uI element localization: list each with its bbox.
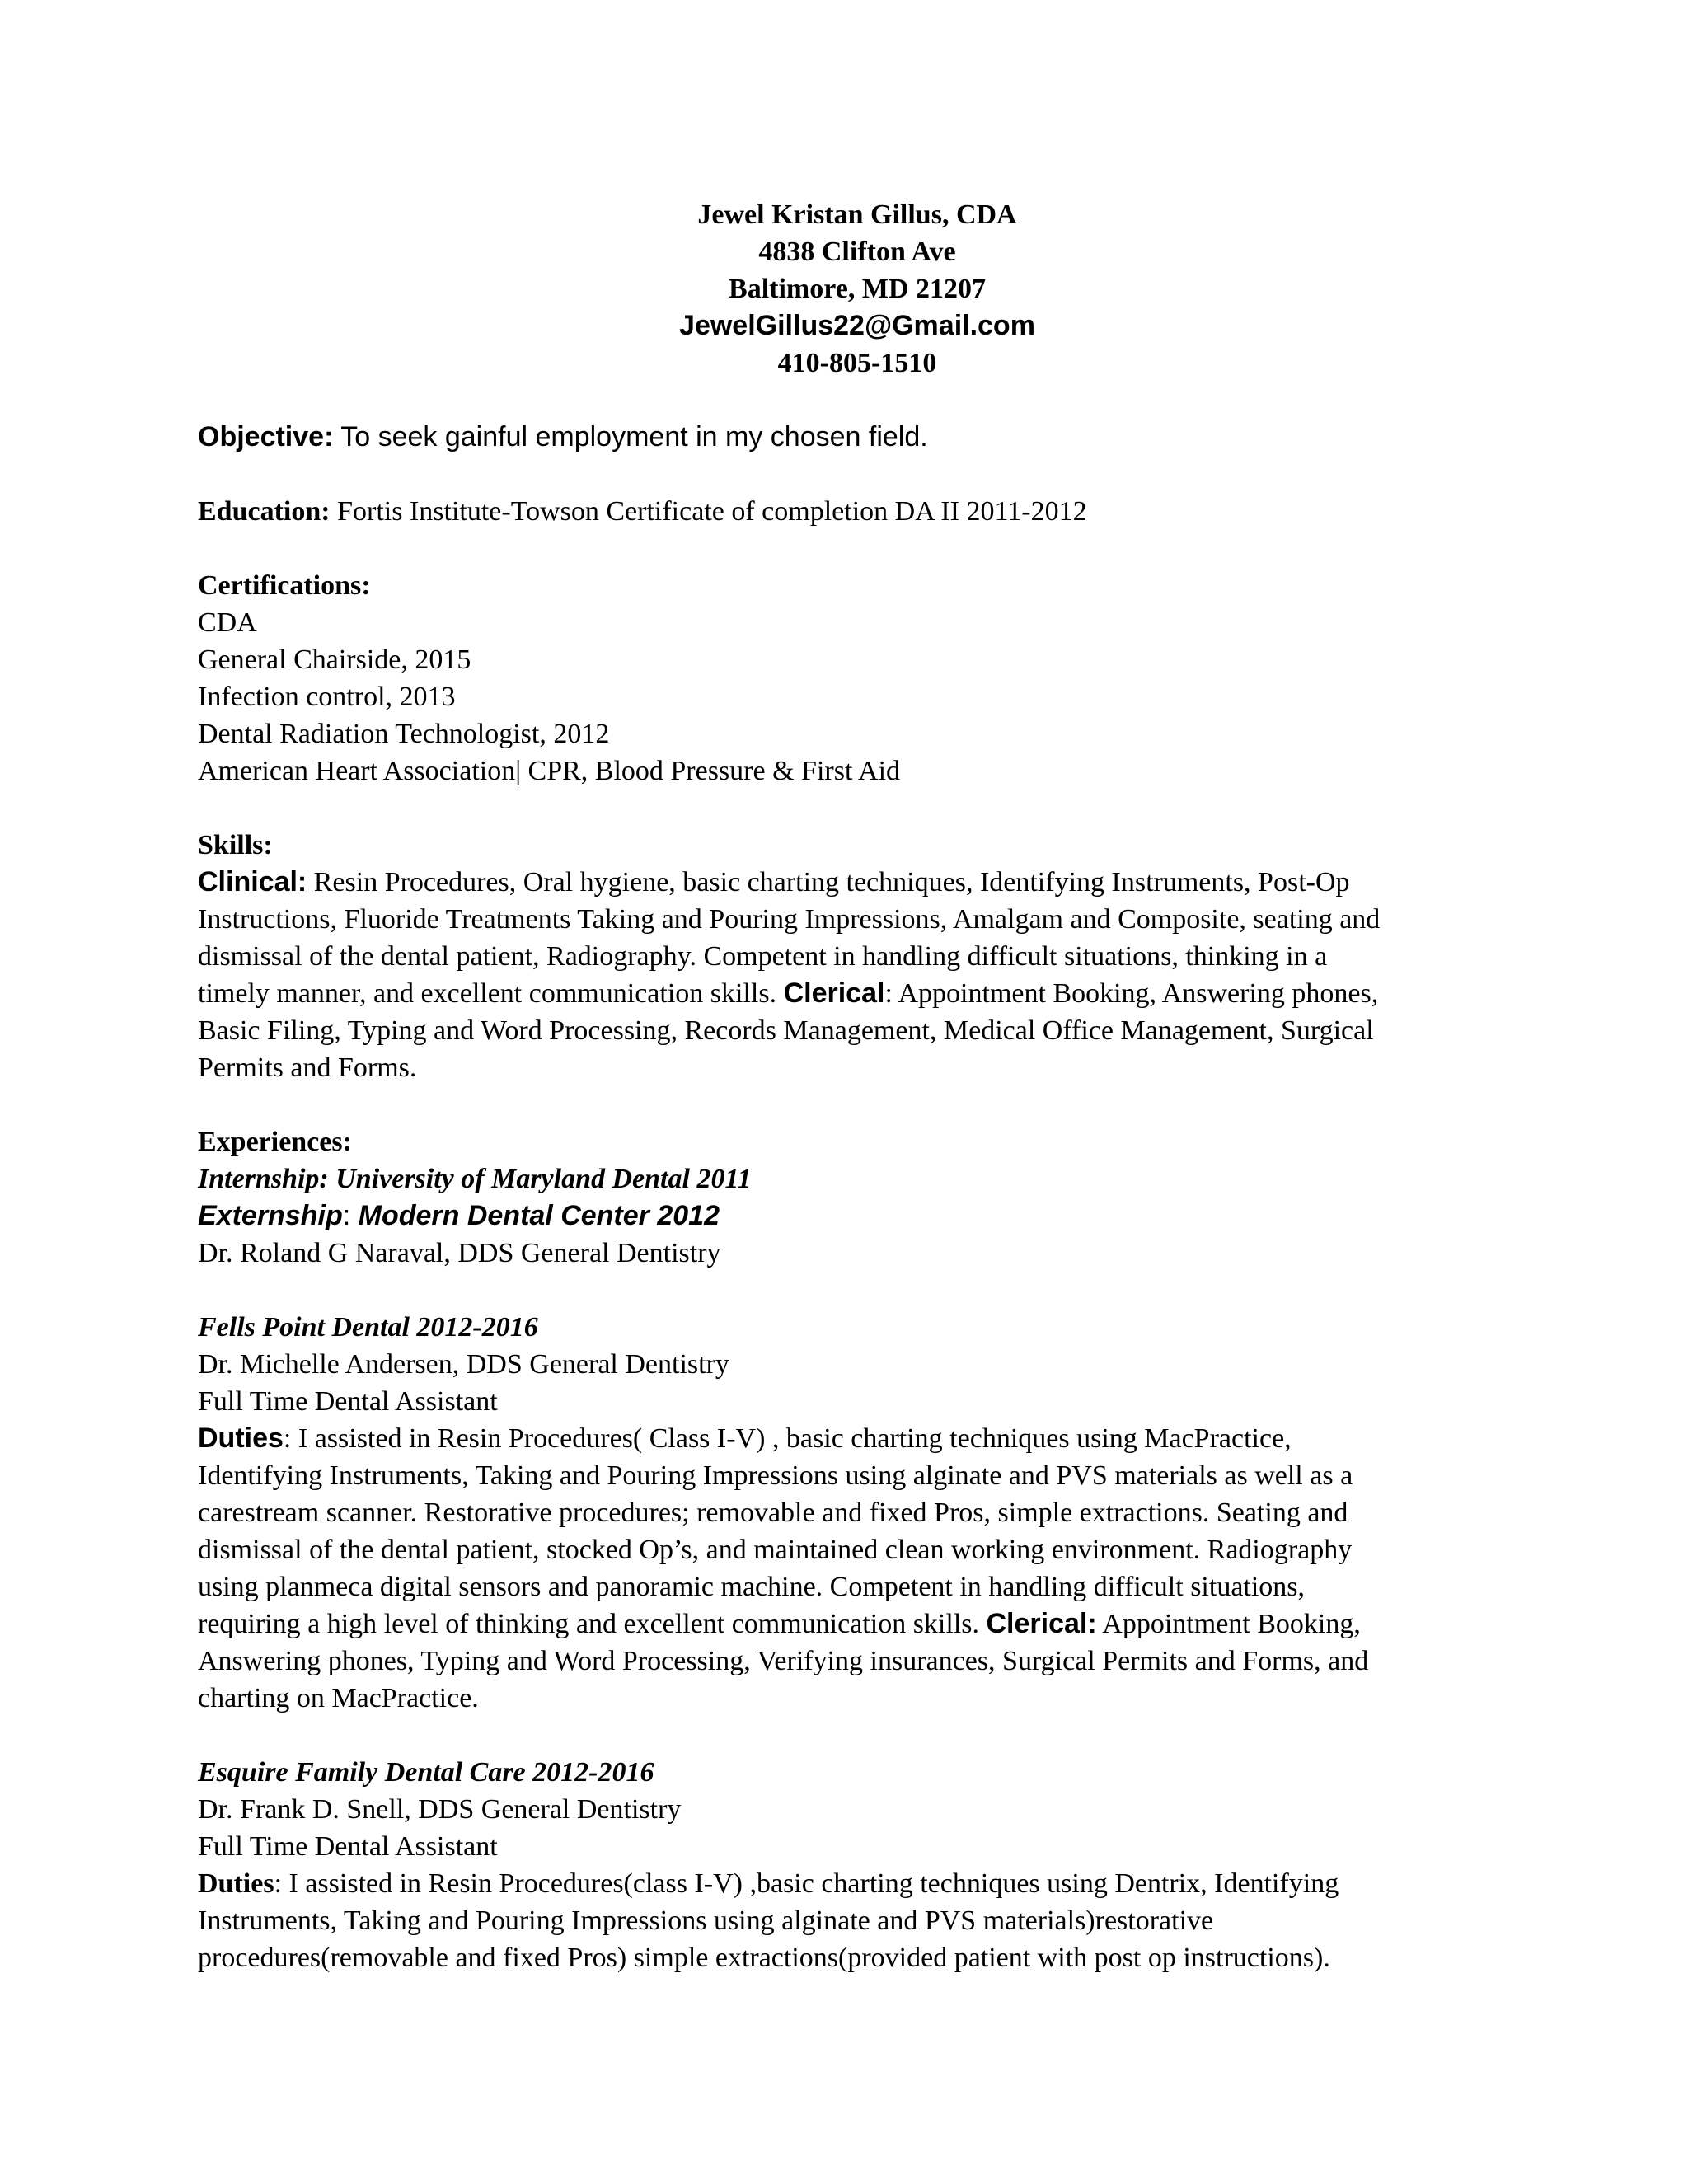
contact-header <box>181 196 1533 382</box>
duties-text: Appointment Booking, <box>1096 1609 1361 1639</box>
duties-line: Identifying Instruments, Taking and Pouring Impressions using alginate and PVS materials as well as a <box>198 1460 1353 1491</box>
duties-text: : I assisted in Resin Procedures( Class I-V) , basic charting techniques using MacPractice, <box>283 1423 1292 1454</box>
education-section <box>198 493 1533 530</box>
objective-section <box>198 419 1533 456</box>
skills-heading: Skills: <box>198 830 273 860</box>
job-entry <box>198 1309 1533 1717</box>
duties-line: using planmeca digital sensors and panoramic machine. Competent in handling difficult situations, <box>198 1572 1306 1602</box>
certification-item: General Chairside, 2015 <box>198 644 471 675</box>
certifications-heading: Certifications: <box>198 570 371 601</box>
internship-line: Internship: University of Maryland Dental 2011 <box>198 1164 752 1194</box>
skills-line: Instructions, Fluoride Treatments Taking and Pouring Impressions, Amalgam and Composite, seating and <box>198 904 1381 935</box>
experiences-heading: Experiences: <box>198 1127 352 1157</box>
duties-label: Duties <box>198 1422 284 1454</box>
objective-text: To seek gainful employment in my chosen field. <box>333 421 928 452</box>
job-entry <box>198 1754 1533 1976</box>
applicant-name: Jewel Kristan Gillus, CDA <box>697 199 1017 230</box>
duties-line <box>198 1865 1533 1902</box>
education-text: Fortis Institute-Towson Certificate of completion DA II 2011-2012 <box>330 496 1087 527</box>
duties-line <box>198 1605 1533 1643</box>
job-role: Full Time Dental Assistant <box>198 1831 498 1862</box>
clerical-label: Clerical: <box>986 1608 1097 1639</box>
resume-document <box>198 196 1533 1976</box>
duties-text: : I assisted in Resin Procedures(class I-V) ,basic charting techniques using Dentrix, Identifying <box>274 1868 1339 1899</box>
objective-label: Objective: <box>198 421 334 452</box>
duties-line: Answering phones, Typing and Word Processing, Verifying insurances, Surgical Permits and Forms, and <box>198 1646 1369 1676</box>
duties-line: procedures(removable and fixed Pros) simple extractions(provided patient with post op instructions). <box>198 1943 1330 1973</box>
certification-item: Infection control, 2013 <box>198 682 456 712</box>
skills-line: Basic Filing, Typing and Word Processing, Records Management, Medical Office Management, Surgical <box>198 1015 1374 1046</box>
duties-line: carestream scanner. Restorative procedures; removable and fixed Pros, simple extractions. Seating and <box>198 1497 1348 1528</box>
phone-number: 410-805-1510 <box>777 348 937 378</box>
city-state-zip: Baltimore, MD 21207 <box>729 274 986 304</box>
externship-doctor: Dr. Roland G Naraval, DDS General Dentistry <box>198 1238 721 1268</box>
duties-line: dismissal of the dental patient, stocked Op’s, and maintained clean working environment. Radiography <box>198 1535 1353 1565</box>
certification-item: Dental Radiation Technologist, 2012 <box>198 719 610 749</box>
certification-item: CDA <box>198 607 257 638</box>
externship-label: Externship <box>198 1200 343 1231</box>
clerical-label: Clerical <box>783 977 885 1009</box>
duties-line: charting on MacPractice. <box>198 1683 479 1713</box>
duties-label: Duties <box>198 1868 274 1899</box>
clinical-label: Clinical: <box>198 866 307 898</box>
certifications-list <box>198 604 1533 790</box>
externship-line <box>198 1197 1533 1235</box>
skills-line: Permits and Forms. <box>198 1052 417 1083</box>
job-doctor: Dr. Frank D. Snell, DDS General Dentistry <box>198 1794 682 1825</box>
skills-line: dismissal of the dental patient, Radiography. Competent in handling difficult situations, thinking in a <box>198 941 1328 972</box>
education-label: Education: <box>198 496 331 527</box>
externship-place: Modern Dental Center 2012 <box>358 1200 720 1231</box>
duties-text: requiring a high level of thinking and excellent communication skills. <box>198 1609 987 1639</box>
job-title: Fells Point Dental 2012-2016 <box>198 1312 538 1343</box>
duties-line <box>198 1420 1533 1457</box>
certification-item: American Heart Association| CPR, Blood Pressure & First Aid <box>198 756 901 786</box>
skills-line <box>198 864 1533 901</box>
skills-text: : Appointment Booking, Answering phones, <box>884 978 1379 1009</box>
skills-text: Resin Procedures, Oral hygiene, basic charting techniques, Identifying Instruments, Post-Op <box>307 867 1350 898</box>
job-doctor: Dr. Michelle Andersen, DDS General Dentistry <box>198 1349 729 1380</box>
skills-text: timely manner, and excellent communication skills. <box>198 978 784 1009</box>
job-role: Full Time Dental Assistant <box>198 1386 498 1417</box>
duties-line: Instruments, Taking and Pouring Impressions using alginate and PVS materials)restorative <box>198 1905 1214 1936</box>
email-address: JewelGillus22@Gmail.com <box>679 310 1035 341</box>
skills-line <box>198 975 1533 1012</box>
street-address: 4838 Clifton Ave <box>758 237 956 267</box>
job-title: Esquire Family Dental Care 2012-2016 <box>198 1757 654 1788</box>
skills-paragraph <box>198 864 1533 1086</box>
externship-separator: : <box>342 1200 359 1231</box>
